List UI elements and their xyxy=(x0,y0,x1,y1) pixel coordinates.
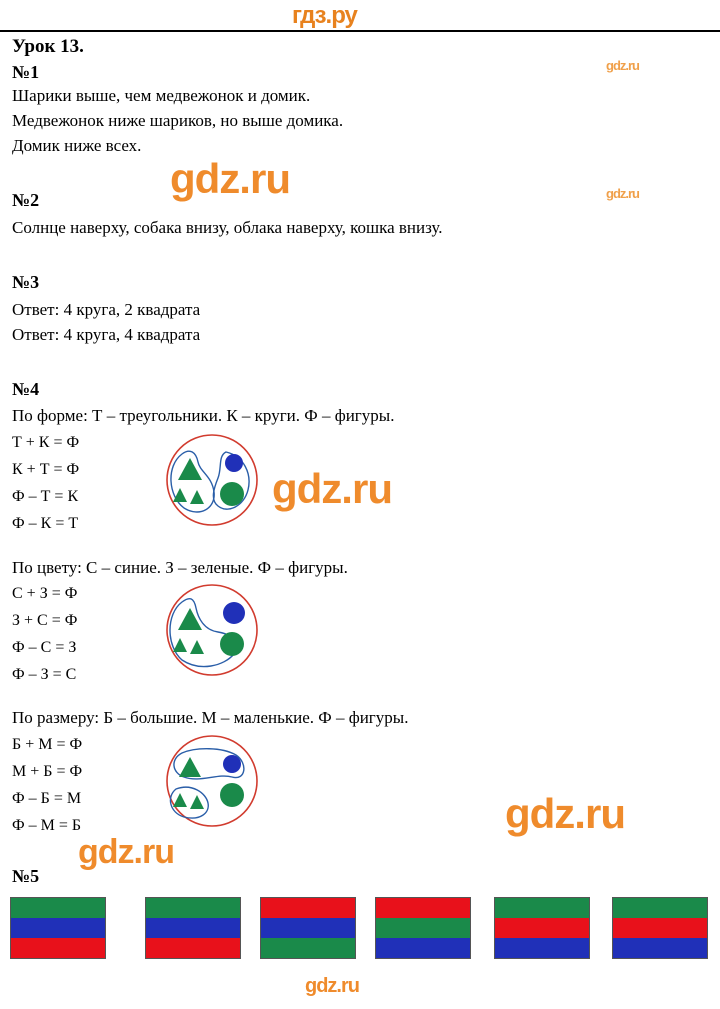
figure-diagram-shape xyxy=(152,432,272,528)
page-title: Урок 13. xyxy=(12,36,84,57)
flag-4 xyxy=(375,897,471,959)
flag-row xyxy=(10,897,710,962)
header-divider xyxy=(0,30,720,32)
flag-1 xyxy=(10,897,106,959)
flag-1-stripe-1 xyxy=(11,898,105,918)
task-4-size-eq-3: Ф – Б = М xyxy=(12,790,82,807)
flag-5-stripe-2 xyxy=(495,918,589,938)
flag-1-stripe-3 xyxy=(11,938,105,958)
flag-4-stripe-2 xyxy=(376,918,470,938)
flag-3-stripe-1 xyxy=(261,898,355,918)
flag-5-stripe-3 xyxy=(495,938,589,958)
flag-2-stripe-3 xyxy=(146,938,240,958)
flag-5 xyxy=(494,897,590,959)
flag-6-stripe-1 xyxy=(613,898,707,918)
task-4-size-eq-4: Ф – М = Б xyxy=(12,817,82,834)
watermark-big-4: gdz.ru xyxy=(78,833,174,871)
task-number-5: №5 xyxy=(12,866,40,886)
watermark-bottom: gdz.ru xyxy=(305,975,359,997)
flag-6-stripe-3 xyxy=(613,938,707,958)
flag-1-stripe-2 xyxy=(11,918,105,938)
flag-5-stripe-1 xyxy=(495,898,589,918)
watermark-big-1: gdz.ru xyxy=(170,155,290,202)
task-4-caption-color: По цвету: С – синие. З – зеленые. Ф – фигуры. xyxy=(12,558,348,577)
flag-2-stripe-2 xyxy=(146,918,240,938)
task-4-color-eq-4: Ф – З = С xyxy=(12,666,77,683)
task-3-line-2: Ответ: 4 круга, 4 квадрата xyxy=(12,325,201,344)
flag-6 xyxy=(612,897,708,959)
task-number-3: №3 xyxy=(12,272,40,292)
watermark-small-1: gdz.ru xyxy=(606,58,639,73)
task-number-1: №1 xyxy=(12,62,40,82)
task-4-shape-eq-1: Т + К = Ф xyxy=(12,434,80,451)
task-1-line-2: Медвежонок ниже шариков, но выше домика. xyxy=(12,111,344,130)
task-4-color-eq-2: З + С = Ф xyxy=(12,612,78,629)
flag-4-stripe-3 xyxy=(376,938,470,958)
task-2-line-1: Солнце наверху, собака внизу, облака наверху, кошка внизу. xyxy=(12,218,443,237)
task-4-shape-eq-3: Ф – Т = К xyxy=(12,488,79,505)
watermark-big-2: gdz.ru xyxy=(272,465,392,512)
watermark-top: гдз.ру xyxy=(292,2,357,29)
task-1-line-3: Домик ниже всех. xyxy=(12,136,142,155)
flag-4-stripe-1 xyxy=(376,898,470,918)
flag-6-stripe-2 xyxy=(613,918,707,938)
task-4-color-eq-3: Ф – С = З xyxy=(12,639,77,656)
task-4-shape-eq-2: К + Т = Ф xyxy=(12,461,80,478)
figure-diagram-color xyxy=(152,582,272,678)
flag-2-stripe-1 xyxy=(146,898,240,918)
task-number-4: №4 xyxy=(12,379,40,399)
task-4-size-eq-1: Б + М = Ф xyxy=(12,736,83,753)
task-4-caption-size: По размеру: Б – большие. М – маленькие. Ф – фигуры. xyxy=(12,708,409,727)
task-3-line-1: Ответ: 4 круга, 2 квадрата xyxy=(12,300,201,319)
task-1-line-1: Шарики выше, чем медвежонок и домик. xyxy=(12,86,311,105)
task-4-caption-shape: По форме: Т – треугольники. К – круги. Ф – фигуры. xyxy=(12,406,395,425)
flag-3-stripe-2 xyxy=(261,918,355,938)
task-number-2: №2 xyxy=(12,190,40,210)
watermark-big-3: gdz.ru xyxy=(505,790,625,837)
flag-2 xyxy=(145,897,241,959)
task-4-color-eq-1: С + З = Ф xyxy=(12,585,78,602)
task-4-size-eq-2: М + Б = Ф xyxy=(12,763,83,780)
task-4-shape-eq-4: Ф – К = Т xyxy=(12,515,79,532)
watermark-small-2: gdz.ru xyxy=(606,186,639,201)
figure-diagram-size xyxy=(152,733,272,829)
flag-3 xyxy=(260,897,356,959)
flag-3-stripe-3 xyxy=(261,938,355,958)
